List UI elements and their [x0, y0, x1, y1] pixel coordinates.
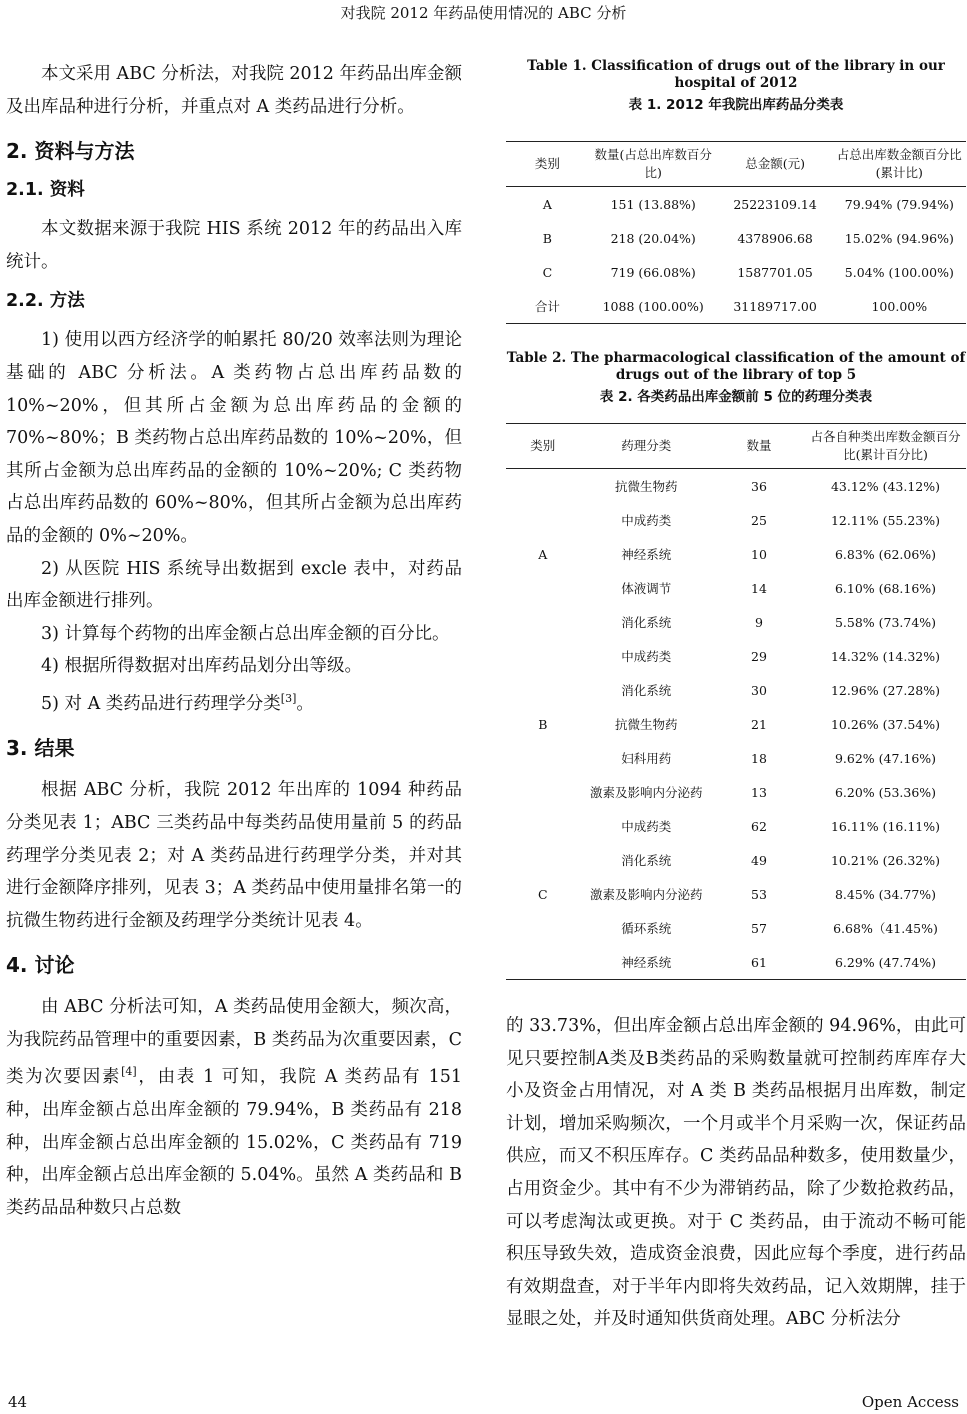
table-cell: 13: [751, 784, 767, 800]
table-cell: 218 (20.04%): [610, 230, 696, 246]
table-cell: 151 (13.88%): [610, 196, 696, 212]
table-row: [506, 255, 966, 289]
table-cell: 6.68%（41.45%): [833, 921, 938, 936]
table-1-caption-cn: 表 1. 2012 年我院出库药品分类表: [628, 97, 844, 113]
table-row: [506, 809, 966, 843]
table-cell: 21: [751, 716, 767, 732]
table-cell: 36: [751, 478, 767, 494]
sec4-text-a: 由 ABC 分析法可知，A 类药品使用金额大，频次高，为我院药品管理中的重要因素，B 类药品为次重要因素，C 类为次要因素: [6, 997, 462, 1088]
table-cell: 合计: [506, 289, 589, 324]
table-row: [506, 469, 966, 504]
continued-paragraph: 的 33.73%，但出库金额占总出库金额的 94.96%，由此可见只要控制A类及B类药品的采购数量就可控制药库库存大小及资金占用情况，对 A 类 B 类药品根据月出库数，制定计划，增加采购频次，一个月或半个月采购一次，保证药品供应，而又不积压库存。C 类药品品种数多，使用数量少，占用资金少。其中有不少为滞销药品，除了少数抢救药品，可以考虑淘汰或更换。对于 C 类药品，由于流动不畅可能积压导致失效，造成资金浪费，因此应每个季度，进行药品有效期盘查，对于半年内即将失效药品，记入效期牌，挂于显眼之处，并及时通知供货商处理。ABC 分析法分: [506, 1016, 966, 1330]
table-cell: 12.11% (55.23%): [830, 512, 941, 528]
table-cell: 16.11% (16.11%): [830, 818, 941, 834]
table-cell: 激素及影响内分泌药: [590, 785, 703, 800]
table-cell: 30: [751, 682, 767, 698]
t2-header-class: 药理分类: [580, 424, 713, 469]
table-cell: 25223109.14: [733, 196, 817, 212]
table-cell: 6.29% (47.74%): [805, 945, 966, 980]
table-cell: 719 (66.08%): [610, 264, 696, 280]
method-step-5: [6, 683, 462, 720]
table-cell: 43.12% (43.12%): [830, 478, 941, 494]
journal-label: Open Access: [861, 1393, 959, 1411]
table-1-caption-en: Table 1. Classification of drugs out of the library in our hospital of 2012: [527, 58, 945, 91]
table-cell: 14: [751, 580, 767, 596]
group-category: B: [538, 716, 548, 732]
table-cell: 妇科用药: [621, 751, 672, 766]
table-cell: C: [542, 264, 553, 280]
running-header: 对我院 2012 年药品使用情况的 ABC 分析: [340, 4, 627, 22]
intro-paragraph: 本文采用 ABC 分析法，对我院 2012 年药品出库金额及出库品种进行分析，并重点对 A 类药品进行分析。: [6, 64, 462, 117]
table-cell: 5.58% (73.74%): [834, 614, 937, 630]
left-column: [6, 58, 462, 1224]
table-cell: B: [542, 230, 552, 246]
table-cell: 神经系统: [580, 945, 713, 980]
table-cell: 25: [751, 512, 767, 528]
t1-header-count: 数量(占总出库数百分比): [589, 142, 718, 187]
method-step-1: 1) 使用以西方经济学的帕累托 80/20 效率法则为理论基础的 ABC 分析法。A 类药物占总出库药品数的 10%~20%，但其所占金额为总出库药品的金额的 70%~80%；B 类药物占总出库药品数的 10%~20%，但其所占金额为总出库药品的金额的 10%~20%; C 类药物占总出库药品数的 60%~80%，但其所占金额为总出库药品的金额的 0%~20%。: [6, 330, 462, 546]
table-cell: 中成药类: [621, 513, 672, 528]
table-row: [506, 187, 966, 222]
table-cell: 消化系统: [621, 615, 672, 630]
table-cell: 中成药类: [621, 649, 672, 664]
section-2-2-title: 2.2. 方法: [6, 291, 85, 312]
table-cell: 10.26% (37.54%): [830, 716, 941, 732]
table-cell: 神经系统: [621, 547, 672, 562]
group-category: C: [506, 809, 580, 980]
step-5-text: 5) 对 A 类药品进行药理学分类: [41, 693, 281, 714]
table-cell: 12.96% (27.28%): [830, 682, 941, 698]
table-cell: 消化系统: [621, 683, 672, 698]
section-4-paragraph: [6, 991, 462, 1224]
section-2-title: 2. 资料与方法: [6, 139, 135, 164]
table-cell: 9.62% (47.16%): [834, 750, 937, 766]
table-cell: 8.45% (34.77%): [834, 886, 937, 902]
table-cell: 62: [751, 818, 767, 834]
t1-header-category: 类别: [506, 142, 589, 187]
table-cell: A: [542, 196, 552, 212]
table-cell: 6.10% (68.16%): [834, 580, 937, 596]
table-cell: 4378906.68: [737, 230, 813, 246]
table-cell: 15.02% (94.96%): [844, 230, 954, 246]
table-cell: 14.32% (14.32%): [830, 648, 941, 664]
table-cell: 79.94% (79.94%): [844, 196, 954, 212]
t1-header-percent: 占总出库数金额百分比(累计比): [833, 142, 966, 187]
table-cell: 29: [751, 648, 767, 664]
table-cell: 10: [751, 546, 767, 562]
table-cell: 49: [751, 852, 767, 868]
table-row: [506, 221, 966, 255]
t2-header-category: 类别: [506, 424, 580, 469]
table-cell: 激素及影响内分泌药: [590, 887, 703, 902]
table-1: [506, 141, 966, 324]
sec4-text-b: ，由表 1 可知，我院 A 类药品有 151 种，出库金额占总出库金额的 79.94%，B 类药品有 218 种，出库金额占总出库金额的 15.02%，C 类药品有 719 种，出库金额占总出库金额的 5.04%。虽然 A 类药品和 B 类药品品种数只占总数: [6, 1067, 462, 1218]
table-2: [506, 423, 966, 980]
citation-4: [4]: [121, 1065, 137, 1079]
section-2-1-title: 2.1. 资料: [6, 180, 85, 201]
table-2-caption-cn: 表 2. 各类药品出库金额前 5 位的药理分类表: [599, 389, 873, 405]
section-3-title: 3. 结果: [6, 736, 75, 761]
section-4-title: 4. 讨论: [6, 953, 75, 978]
table-cell: 消化系统: [621, 853, 672, 868]
table-cell: 体液调节: [621, 581, 672, 596]
table-cell: 6.20% (53.36%): [834, 784, 937, 800]
table-cell: 循环系统: [621, 921, 672, 936]
table-cell: 抗微生物药: [615, 717, 678, 732]
method-step-2: 2) 从医院 HIS 系统导出数据到 excle 表中，对药品出库金额进行排列。: [6, 558, 462, 612]
table-cell: 57: [751, 920, 767, 936]
method-step-4: 4) 根据所得数据对出库药品划分出等级。: [41, 656, 363, 677]
table-row: [506, 289, 966, 324]
table-cell: 中成药类: [621, 819, 672, 834]
step-5-end: 。: [296, 693, 314, 714]
table-cell: 6.83% (62.06%): [834, 546, 937, 562]
table-cell: 9: [755, 614, 763, 630]
right-column: [506, 58, 966, 1336]
table-cell: 抗微生物药: [615, 479, 678, 494]
table-cell: 18: [751, 750, 767, 766]
table-cell: 31189717.00: [718, 289, 833, 324]
t2-header-percent: 占各自种类出库数金额百分比(累计百分比): [805, 424, 966, 469]
method-step-3: 3) 计算每个药物的出库金额占总出库金额的百分比。: [41, 623, 450, 644]
section-3-paragraph: 根据 ABC 分析，我院 2012 年出库的 1094 种药品分类见表 1；ABC 三类药品中每类药品使用量前 5 的药品药理学分类见表 2；对 A 类药品进行药理学分类，并对其进行金额降序排列，见表 3；A 类药品中使用量排名第一的抗微生物药进行金额及药理学分类统计见表 4。: [6, 780, 462, 931]
table-cell: 1587701.05: [737, 264, 813, 280]
t1-header-amount: 总金额(元): [718, 142, 833, 187]
t2-header-quantity: 数量: [713, 424, 805, 469]
section-2-1-paragraph: 本文数据来源于我院 HIS 系统 2012 年的药品出入库统计。: [6, 219, 462, 272]
table-cell: 100.00%: [833, 289, 966, 324]
table-cell: 1088 (100.00%): [589, 289, 718, 324]
table-cell: 53: [751, 886, 767, 902]
table-cell: 61: [713, 945, 805, 980]
table-row: [506, 639, 966, 673]
table-cell: 10.21% (26.32%): [830, 852, 941, 868]
table-2-caption-en: Table 2. The pharmacological classification of the amount of drugs out of the library of top 5: [506, 350, 966, 383]
citation-3: [3]: [280, 691, 297, 705]
page-number: 44: [8, 1393, 28, 1411]
group-category: A: [538, 546, 548, 562]
table-cell: 5.04% (100.00%): [844, 264, 954, 280]
